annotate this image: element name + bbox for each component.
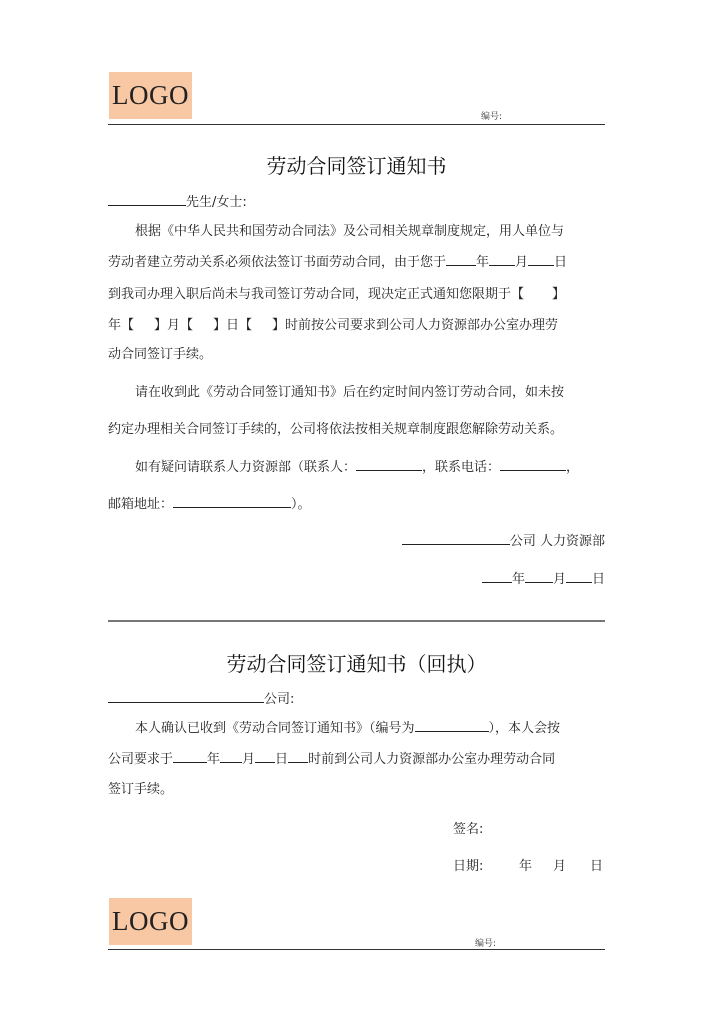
- receipt-day-blank[interactable]: [255, 750, 275, 763]
- receipt-title: 劳动合同签订通知书（回执）: [226, 652, 487, 676]
- contact-phone-blank[interactable]: [500, 458, 566, 471]
- receipt-date-year: 年: [519, 859, 533, 874]
- receipt-date-label: 日期:: [453, 859, 484, 874]
- notice-day-blank[interactable]: [566, 570, 592, 583]
- receipt-line2: [108, 748, 605, 767]
- p1-line3-text: 到我司办理入职后尚未与我司签订劳动合同，现决定正式通知您限期于【: [108, 287, 525, 302]
- receipt-company-label: 公司:: [264, 692, 295, 707]
- notice-p1-line1: 根据《中华人民共和国劳动合同法》及公司相关规章制度规定，用人单位与: [135, 224, 565, 239]
- start-month-blank[interactable]: [489, 253, 515, 266]
- receipt-line2-tail: 时前到公司人力资源部办公室办理劳动合同: [308, 752, 556, 767]
- receipt-year-blank[interactable]: [173, 750, 207, 763]
- notice-month-label: 月: [552, 572, 566, 587]
- notice-p1-line4: [108, 314, 605, 333]
- year-label: 年: [476, 255, 490, 270]
- notice-p1-line2: [108, 251, 605, 270]
- year-bracket-label: 年【: [108, 318, 135, 333]
- notice-p3-line1: [108, 456, 605, 475]
- receipt-date-day: 日: [590, 859, 604, 874]
- receipt-line3: 签订手续。: [108, 782, 174, 797]
- receipt-line1-text: 本人确认已收到《劳动合同签订通知书》（编号为: [135, 721, 415, 736]
- logo-text: LOGO: [112, 80, 189, 110]
- receipt-day-label: 日: [275, 752, 289, 767]
- header-number-label: 编号:: [481, 112, 503, 122]
- footer-logo-text: LOGO: [112, 906, 189, 936]
- contact-person-blank[interactable]: [356, 458, 422, 471]
- notice-p3-line2: [108, 493, 605, 512]
- bracket-close: 】: [552, 287, 566, 302]
- receipt-line2-text: 公司要求于: [108, 752, 174, 767]
- company-name-blank[interactable]: [402, 532, 510, 545]
- day-bracket-label: 】日【: [213, 318, 253, 333]
- p1-line2-text: 劳动者建立劳动关系必须依法签订书面劳动合同，由于您于: [108, 255, 447, 270]
- receipt-month-label: 月: [242, 752, 256, 767]
- day-label: 日: [554, 255, 568, 270]
- receipt-company: [108, 688, 605, 707]
- contact-phone-label: ，联系电话：: [422, 460, 501, 475]
- section-separator: [108, 620, 605, 622]
- receipt-company-blank[interactable]: [108, 690, 264, 703]
- footer-divider: [108, 949, 605, 950]
- header-divider: [108, 124, 605, 125]
- notice-signature-company: [108, 530, 605, 549]
- closing-paren: ）。: [291, 497, 311, 512]
- month-label: 月: [515, 255, 529, 270]
- notice-p2-line1: 请在收到此《劳动合同签订通知书》后在约定时间内签订劳动合同，如未按: [135, 385, 565, 400]
- notice-salutation: [108, 191, 605, 210]
- salutation-text: 先生/女士:: [186, 195, 247, 210]
- footer-logo: [109, 898, 192, 945]
- comma: ，: [566, 460, 580, 475]
- notice-title: 劳动合同签订通知书: [266, 154, 447, 178]
- receipt-number-blank[interactable]: [415, 719, 489, 732]
- signature-label: 签名:: [453, 822, 484, 837]
- header-logo: [109, 72, 192, 119]
- contact-person-label: 如有疑问请联系人力资源部（联系人：: [135, 460, 357, 475]
- signature-field[interactable]: [490, 818, 600, 834]
- notice-day-label: 日: [591, 572, 605, 587]
- month-bracket-label: 】月【: [154, 318, 194, 333]
- notice-p1-line5: 动合同签订手续。: [108, 347, 213, 362]
- receipt-date-month: 月: [553, 859, 567, 874]
- start-day-blank[interactable]: [528, 253, 554, 266]
- hr-department-label: 公司 人力资源部: [509, 534, 605, 549]
- receipt-year-label: 年: [207, 752, 221, 767]
- notice-p2-line2: 约定办理相关合同签订手续的，公司将依法按相关规章制度跟您解除劳动关系。: [108, 422, 564, 437]
- receipt-line1: [108, 717, 605, 736]
- notice-date: [108, 568, 605, 587]
- receipt-month-blank[interactable]: [220, 750, 242, 763]
- receipt-hour-blank[interactable]: [288, 750, 308, 763]
- notice-month-blank[interactable]: [525, 570, 553, 583]
- receipt-line1-tail: ），本人会按: [488, 721, 561, 736]
- notice-year-label: 年: [511, 572, 525, 587]
- email-label: 邮箱地址：: [108, 497, 174, 512]
- recipient-name-blank[interactable]: [108, 193, 186, 206]
- p1-line4-tail: 】时前按公司要求到公司人力资源部办公室办理劳: [272, 318, 559, 333]
- notice-p1-line3: [108, 283, 605, 302]
- email-blank[interactable]: [173, 495, 291, 508]
- start-year-blank[interactable]: [446, 253, 476, 266]
- notice-year-blank[interactable]: [482, 570, 512, 583]
- footer-number-label: 编号:: [475, 939, 497, 949]
